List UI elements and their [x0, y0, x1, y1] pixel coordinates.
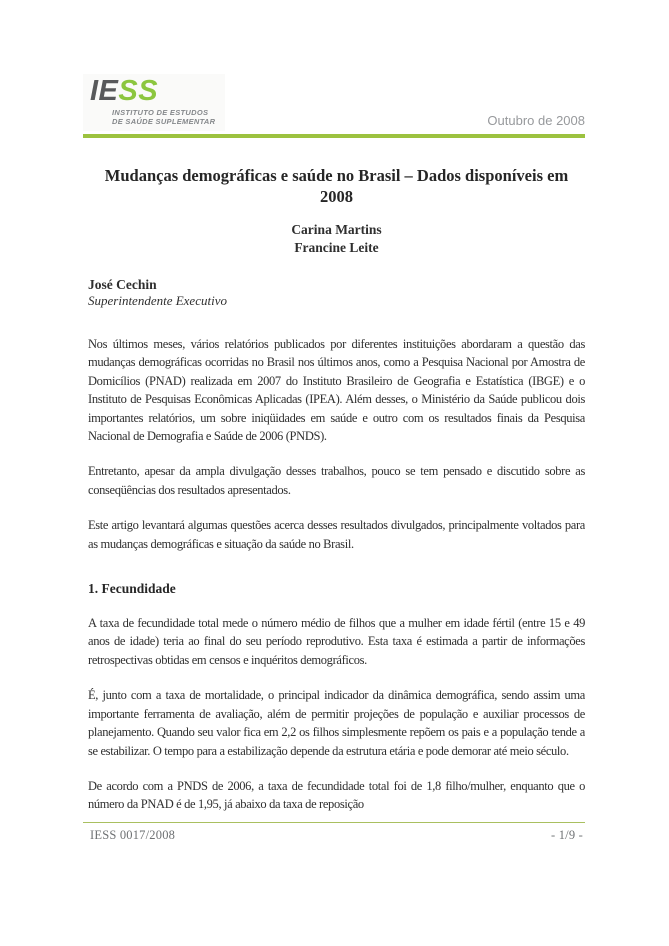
footer-row: [83, 823, 585, 843]
document-body: [88, 138, 585, 814]
intro-paragraph-3: Este artigo levantará algumas questões acerca desses resultados divulgados, principalmente voltados para as mudanças demográficas e situação da saúde no Brasil.: [88, 518, 585, 551]
footer-page-indicator: - 1/9 -: [551, 828, 583, 842]
fecundidade-paragraph-2: É, junto com a taxa de mortalidade, o principal indicador da dinâmica demográfica, sendo assim uma importante ferramenta de avaliação, além de permitir projeções de população e auxiliar processos de planejamento. Quando seu valor fica em 2,2 os filhos simplesmente repõem os pais e a população tende a se estabilizar. O tempo para a estabilização depende da estrutura etária e pode demorar até meio século.: [88, 688, 585, 758]
header-date: Outubro de 2008: [487, 113, 585, 128]
iess-logo-wordmark: [90, 77, 215, 106]
iess-logo-subtitle-line1: INSTITUTO DE ESTUDOS: [112, 108, 209, 117]
iess-logo-text-dark: IE: [90, 75, 119, 107]
fecundidade-paragraph-3: De acordo com a PNDS de 2006, a taxa de fecundidade total foi de 1,8 filho/mulher, enquanto que o número da PNAD é de 1,95, já abaixo da taxa de reposição: [88, 778, 585, 812]
document-title: Mudanças demográficas e saúde no Brasil – Dados disponíveis em 2008: [104, 166, 569, 206]
signature-block: [88, 277, 585, 309]
signature-name: José Cechin: [88, 277, 157, 292]
header-row: [88, 0, 585, 131]
authors-block: [88, 221, 585, 256]
document-header: [88, 0, 585, 138]
page-content: [88, 0, 585, 814]
footer-doc-number: IESS 0017/2008: [90, 828, 176, 842]
fecundidade-paragraph-1: A taxa de fecundidade total mede o número médio de filhos que a mulher em idade fértil (entre 15 e 49 anos de idade) teria ao final do seu período reprodutivo. Esta taxa é estimada a partir de informações retrospectivas obtidas em censos e inquéritos demográficos.: [88, 616, 585, 667]
signature-role: Superintendente Executivo: [88, 293, 227, 308]
iess-logo-text-green: SS: [118, 75, 159, 107]
document-footer: [83, 822, 585, 843]
intro-paragraph-2: Entretanto, apesar da ampla divulgação desses trabalhos, pouco se tem pensado e discutido sobre as conseqüências dos resultados apresentados.: [88, 464, 585, 497]
intro-paragraph-1: Nos últimos meses, vários relatórios publicados por diferentes instituições abordaram a questão das mudanças demográficas ocorridas no Brasil nos últimos anos, como a Pesquisa Nacional por Amostra de Domicílios (PNAD) realizada em 2007 do Instituto Brasileiro de Geografia e Estatística (IBGE) e o Instituto de Pesquisas Econômicas Aplicadas (IPEA). Além desses, o Ministério da Saúde publicou dois importantes relatórios, um sobre iniqüidades em saúde e outro com os resultados finais da Pesquisa Nacional de Demografia e Saúde de 2006 (PNDS).: [88, 337, 585, 444]
iess-logo-subtitle-line2: DE SAÚDE SUPLEMENTAR: [112, 117, 216, 126]
iess-logo: [83, 74, 225, 131]
iess-logo-subtitle: [112, 108, 215, 126]
section-heading-fecundidade: 1. Fecundidade: [88, 581, 176, 597]
author-name-1: Carina Martins: [291, 222, 382, 237]
author-name-2: Francine Leite: [294, 239, 379, 255]
